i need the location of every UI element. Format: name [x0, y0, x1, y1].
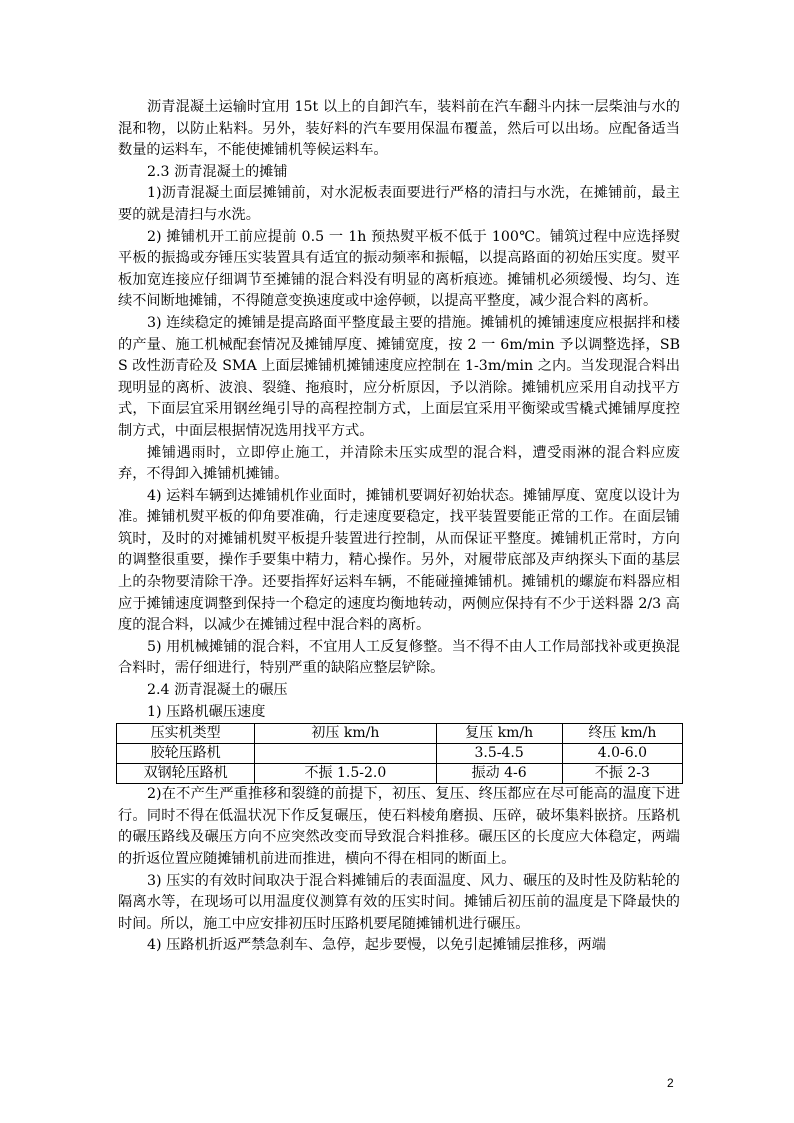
table-cell: 不振 2-3 [562, 764, 682, 784]
table-cell: 振动 4-6 [436, 764, 562, 784]
paragraph-paving-5: 5) 用机械摊铺的混合料，不宜用人工反复修整。当不得不由人工作局部找补或更换混合料时，需仔细进行，特别严重的缺陷应整层铲除。 [118, 638, 680, 677]
table-cell: 不振 1.5-2.0 [255, 764, 436, 784]
table-cell: 胶轮压路机 [117, 744, 255, 764]
table-cell [255, 744, 436, 764]
section-heading-paving: 2.3 沥青混凝土的摊铺 [147, 163, 288, 180]
table-cell: 双钢轮压路机 [117, 764, 255, 784]
paragraph-rolling-2: 2)在不产生严重推移和裂缝的前提下，初压、复压、终压都应在尽可能高的温度下进行。同时不得在低温状况下作反复碾压，使石料棱角磨损、压碎，破坏集料嵌挤。压路机的碾压路线及碾压方向不应突然改变而导致混合料推移。碾压区的长度应大体稳定，两端的折返位置应随摊铺机前进而推进，横向不得在相同的断面上。 [118, 786, 680, 867]
table-cell: 3.5-4.5 [436, 744, 562, 764]
paragraph-rolling-3: 3) 压实的有效时间取决于混合料摊铺后的表面温度、风力、碾压的及时性及防粘轮的隔离水等，在现场可以用温度仪测算有效的压实时间。摊铺后初压前的温度是下降最快的时间。所以，施工中应安排初压时压路机要尾随摊铺机进行碾压。 [118, 872, 680, 932]
table-row [117, 764, 683, 784]
paragraph-paving-4: 4) 运料车辆到达摊铺机作业面时，摊铺机要调好初始状态。摊铺厚度、宽度以设计为准。摊铺机熨平板的仰角要准确，行走速度要稳定，找平装置要能正常的工作。在面层铺筑时，及时的对摊铺机熨平板提升装置进行控制，从而保证平整度。摊铺机正常时，方向的调整很重要，操作手要集中精力，精心操作。另外，对履带底部及声纳探头下面的基层上的杂物要清除干净。还要指挥好运料车辆，不能碰撞摊铺机。摊铺机的螺旋布料器应相应于摊铺速度调整到保持一个稳定的速度均衡地转动，两侧应保持有不少于送料器 2/3 高度的混合料，以减少在摊铺过程中混合料的离析。 [118, 487, 680, 634]
subheading-roller-speed: 1) 压路机碾压速度 [147, 703, 266, 720]
paragraph-rolling-4: 4) 压路机折返严禁急刹车、急停，起步要慢，以免引起摊铺层推移，两端 [147, 937, 606, 954]
paragraph-rain: 摊铺遇雨时，立即停止施工，并清除未压实成型的混合料，遭受雨淋的混合料应废弃，不得卸入摊铺机摊铺。 [118, 444, 680, 483]
roller-speed-table [116, 723, 683, 784]
page-number: 2 [667, 1076, 674, 1090]
table-row [117, 744, 683, 764]
paragraph-paving-1: 1)沥青混凝土面层摊铺前，对水泥板表面要进行严格的清扫与水洗，在摊铺前，最主要的就是清扫与水洗。 [118, 185, 680, 223]
table-header-cell: 终压 km/h [562, 724, 682, 744]
section-heading-rolling: 2.4 沥青混凝土的碾压 [147, 682, 288, 699]
paragraph-paving-3: 3) 连续稳定的摊铺是提高路面平整度最主要的措施。摊铺机的摊铺速度应根据拌和楼的产量、施工机械配套情况及摊铺厚度、摊铺宽度，按 2 一 6m/min 予以调整选择，SBS 改性沥青砼及 SMA 上面层摊铺机摊铺速度应控制在 1-3m/min 之内。当发现混合料出现明显的离析、波浪、裂缝、拖痕时，应分析原因，予以消除。摊铺机应采用自动找平方式，下面层宜采用钢丝绳引导的高程控制方式，上面层宜采用平衡梁或雪橇式摊铺厚度控制方式，中面层根据情况选用找平方式。 [118, 314, 680, 439]
table-cell: 4.0-6.0 [562, 744, 682, 764]
table-header-row [117, 724, 683, 744]
table-header-cell: 初压 km/h [255, 724, 436, 744]
paragraph-paving-2: 2) 摊铺机开工前应提前 0.5 一 1h 预热熨平板不低于 100℃。铺筑过程中应选择熨平板的振捣或夯锤压实装置具有适宜的振动频率和振幅，以提高路面的初始压实度。熨平板加宽连接应仔细调节至摊铺的混合料没有明显的离析痕迹。摊铺机必须缓慢、均匀、连续不间断地摊铺，不得随意变换速度或中途停顿，以提高平整度，减少混合料的离析。 [118, 228, 680, 310]
paragraph-transport: 沥青混凝土运输时宜用 15t 以上的自卸汽车，装料前在汽车翻斗内抹一层柴油与水的混和物，以防止粘料。另外，装好料的汽车要用保温布覆盖，然后可以出场。应配备适当数量的运料车，不能使摊铺机等候运料车。 [118, 99, 680, 159]
document-body [118, 97, 680, 957]
table-header-cell: 复压 km/h [436, 724, 562, 744]
table-header-cell: 压实机类型 [117, 724, 255, 744]
